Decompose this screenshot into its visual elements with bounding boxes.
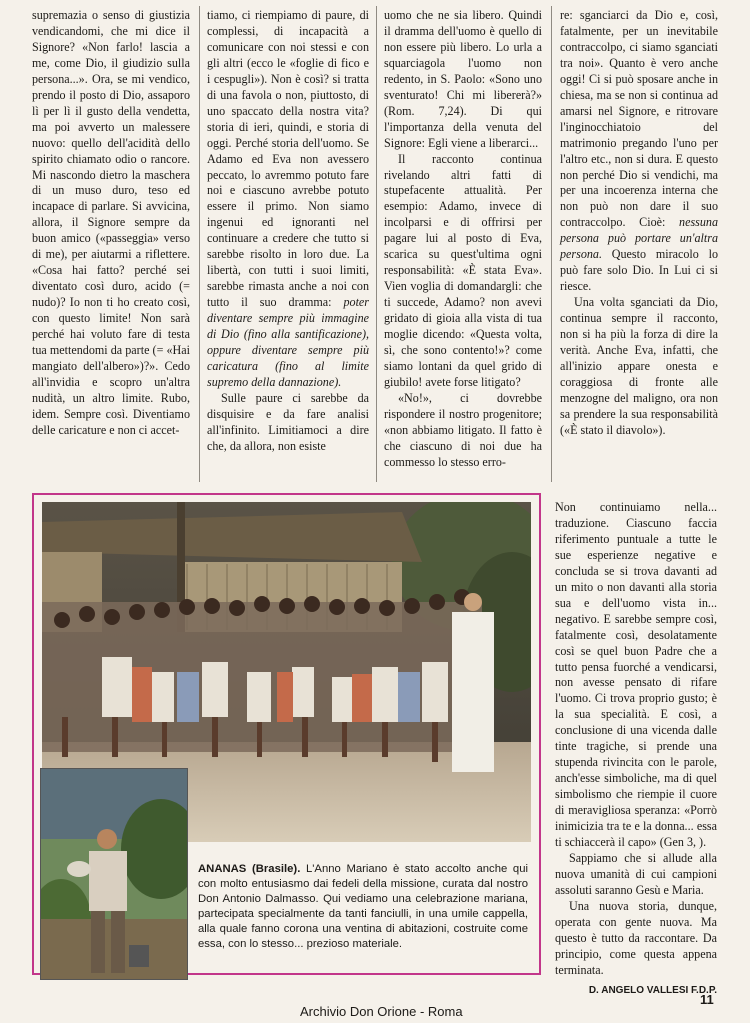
photo-caption bbox=[198, 862, 528, 952]
inset-photo bbox=[40, 768, 188, 980]
paragraph: Una nuova storia, dunque, operata con gente nuova. Ma questo è tutto da raccontare. Da principio, come questa appena terminata. bbox=[555, 898, 717, 977]
column-rule bbox=[199, 6, 200, 482]
caption-lead: ANANAS (Brasile). bbox=[198, 863, 301, 875]
paragraph: Una volta sganciati da Dio, continua sempre il racconto, non si ha più la forza di dire la verità. Anche Eva, infatti, che all'inizio appare onesta e coraggiosa di fronte alle menzogne del maligno, ora non sa prendere la sua responsabilità («È stato il diavolo»). bbox=[560, 295, 718, 437]
text-column-3 bbox=[384, 8, 542, 471]
paragraph: Il racconto continua rivelando altri fatti di stupefacente attualità. Per esempio: Adamo, invece di incolparsi e di offrirsi per pagare lui al posto di Eva, scarica su quest'ultima ogni responsabilità: «È stata Eva». Vien voglia di domandargli: che ti succede, Adamo? non avevi gridato di gioia alla vista di tua moglie dicendo: «Questa volta, sì, che sono contento!»? come siamo lontani da quel grido di giubilo! avete forse litigato? bbox=[384, 151, 542, 389]
italic-passage: nessuna persona può portare un'altra persona. bbox=[560, 215, 718, 262]
archive-label: Archivio Don Orione - Roma bbox=[300, 1004, 463, 1019]
paragraph: Sappiamo che si allude alla nuova umanità di cui campioni assoluti saranno Gesù e Maria. bbox=[555, 850, 717, 897]
author-signature: D. ANGELO VALLESI F.D.P. bbox=[588, 984, 717, 996]
text-column-4-continued bbox=[555, 500, 717, 999]
paragraph: uomo che ne sia libero. Quindi il dramma dell'uomo è quello di non essere più libero. Lo urla a squarciagola l'uomo non redento, in S. Paolo: «Sono uno sventurato! Chi mi libererà?» (Rom. 7,24). Di qui l'importanza della venuta del Signore: Egli viene a liberarci... bbox=[384, 8, 542, 150]
text-column-4 bbox=[560, 8, 718, 439]
text-column-1 bbox=[32, 8, 190, 439]
paragraph: re: sganciarci da Dio e, così, fatalmente, per un inevitabile contraccolpo, ci siamo sganciati tra noi». Quanto è vero anche oggi! Ci si può sposare anche in chiesa, ma se non si continua ad amarsi nel Signore, e ritrovare l'inginocchiatoio del matrimonio pregando l'uno per l'altro etc., non si dura. E questo non perché Dio si vendichi, ma per una incoerenza interna che non può non dare il suo contraccolpo. Cioè: nessuna persona può portare un'altra persona. Questo miracolo lo può fare solo Dio. In Lui ci si riesce. bbox=[560, 8, 718, 294]
paragraph: supremazia o senso di giustizia vendicandomi, che mi dice il Signore? «Non farlo! lascia a me, come Dio, il giudizio sulla persona...». Ora, se mi vendico, prendo il posto di Dio, assaporo lì per lì il gusto della vendetta, ma poi avverto un malessere nuovo: quello dell'acidità dello spirito chiamato odio o rancore. Mi nascondo dietro la maschera di un muso duro, teso ed incapace di parlare. Si avvicina, allora, il Signore sempre da buon amico («passeggia» verso di me), per aiutarmi a riflettere. «Cosa hai fatto? perché sei diventato così duro, acido (= nudo)? Io non ti ho creato così, con questo limite! Non sarà perché hai voluto fare di testa tua mettendomi da parte (= «Hai mangiato dell'albero»)?». Cedo all'invidia e scopro un'altra nudità, un altro limite. Rubo, idem. Sempre così. Diventiamo delle caricature e non ci accet- bbox=[32, 8, 190, 437]
page-number: 11 bbox=[700, 992, 714, 1007]
paragraph: Non continuiamo nella... traduzione. Ciascuno faccia riferimento puntuale a tutte le sue esperienze negative e concluda se si trova davanti ad un mito o non davanti alla storia sua e dell'uomo vista in... negativo. E sarebbe sempre così, fatalmente così, desolatamente così se quel buon Padre che a tutto pensa fuorché a vendicarsi, non avesse pensato di rifare l'uomo. Ci trova proprio gusto; è la sua specialità. E così, a conclusione di una vicenda dalle tinte tragiche, si prende una stupenda rivincita con le parole, anch'esse simboliche, ma di quel simbolismo che riempie il cuore di meravigliosa speranza: «Porrò inimicizia tra te e la donna... essa ti schiaccerà il capo» (Gen 3, ). bbox=[555, 500, 717, 850]
paragraph: tiamo, ci riempiamo di paure, di complessi, di incapacità a comunicare con noi stessi e con gli altri (ecco le «foglie di fico e i cespugli»). Non è così? si tratta di una favola o non, piuttosto, di uno spaccato della nostra vita? storia di ieri, quindi, e storia di oggi. Perché storia dell'uomo. Se Adamo ed Eva non avessero peccato, lo avremmo potuto fare noi e ciascuno avrebbe potuto essere il primo. Non siamo ingenui ed ignoranti nel continuare a credere che tutto si sarebbe risolto in loro due. La libertà, con tutti i suoi limiti, sarebbe rimasta anche a noi con tutto il suo dramma: poter diventare sempre più immagine di Dio (fino alla santificazione), oppure diventare sempre più caricatura (fino al limite supremo della dannazione). bbox=[207, 8, 369, 389]
text-column-2 bbox=[207, 8, 369, 455]
column-rule bbox=[376, 6, 377, 482]
italic-passage: poter diventare sempre più immagine di Dio (fino alla santificazione), oppure diventare sempre più caricatura (fino al limite supremo della dannazione). bbox=[207, 295, 369, 389]
paragraph: Sulle paure ci sarebbe da disquisire e da fare analisi all'infinito. Limitiamoci a dire che, da allora, non esiste bbox=[207, 390, 369, 453]
caption-text: L'Anno Mariano è stato accolto anche qui con molto entusiasmo dai fedeli della missione, curata dal nostro Don Antonio Dalmasso. Qui vediamo una celebrazione mariana, partecipata specialmente da tanti fanciulli, in una umile cappella, alla quale fanno corona una ventina di abitazioni, costruite come essa, con lo stesso... prezioso materiale. bbox=[198, 863, 528, 950]
column-rule bbox=[551, 6, 552, 482]
paragraph: «No!», ci dovrebbe rispondere il nostro progenitore; «non abbiamo litigato. Il fatto è che ciascuno di noi due ha commesso lo stesso erro- bbox=[384, 390, 542, 469]
